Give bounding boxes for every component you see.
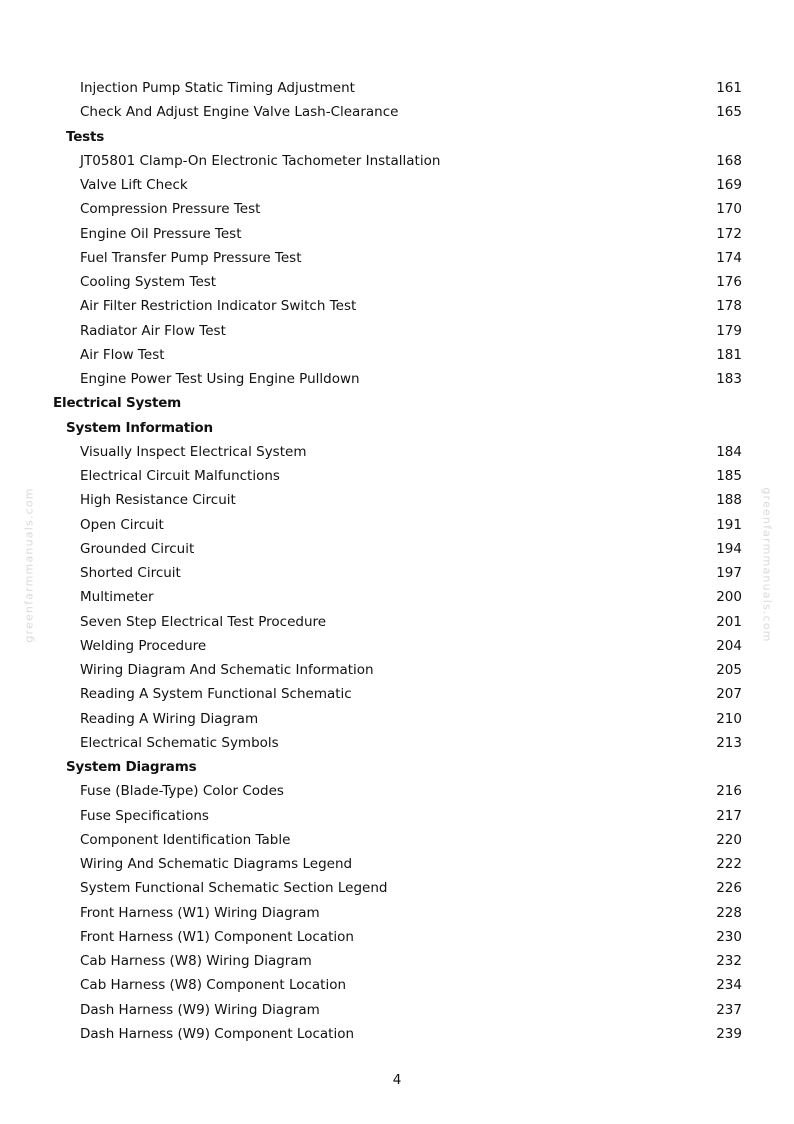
toc-entry-page: 216 <box>716 783 742 800</box>
toc-entry-page: 234 <box>716 977 742 994</box>
toc-entry[interactable] <box>0 804 794 828</box>
toc-entry[interactable] <box>0 319 794 343</box>
toc-entry[interactable] <box>0 173 794 197</box>
toc-entry-title: Component Identification Table <box>80 831 291 848</box>
toc-entry[interactable] <box>0 222 794 246</box>
toc-entry-title: Fuel Transfer Pump Pressure Test <box>80 249 302 266</box>
toc-entry[interactable] <box>0 270 794 294</box>
toc-entry-title: Welding Procedure <box>80 637 207 654</box>
toc-entry-page: 226 <box>716 880 742 897</box>
toc-entry-page: 178 <box>716 298 742 315</box>
toc-entry-title: High Resistance Circuit <box>80 492 236 509</box>
toc-entry-page: 200 <box>716 589 742 606</box>
toc-entry[interactable] <box>0 682 794 706</box>
toc-entry-page: 207 <box>716 686 742 703</box>
toc-section-heading[interactable] <box>0 391 794 415</box>
toc-entry[interactable] <box>0 852 794 876</box>
toc-entry-page: 222 <box>716 856 742 872</box>
toc-entry-page: 217 <box>716 807 742 824</box>
toc-entry-page: 237 <box>716 1001 742 1018</box>
toc-entry-title: Injection Pump Static Timing Adjustment <box>80 80 355 96</box>
toc-entry[interactable] <box>0 246 794 270</box>
toc-entry-title: Compression Pressure Test <box>80 201 261 218</box>
toc-entry-title: Open Circuit <box>80 516 164 533</box>
toc-entry-title: Air Flow Test <box>80 346 165 363</box>
toc-entry-page: 210 <box>716 710 742 727</box>
toc-entry-page: 181 <box>716 346 742 363</box>
toc-entry[interactable] <box>0 610 794 634</box>
toc-entry-page: 183 <box>716 371 742 387</box>
toc-entry-title: Radiator Air Flow Test <box>80 322 226 339</box>
toc-entry-title: System Information <box>66 419 213 436</box>
toc-entry[interactable] <box>0 1022 794 1046</box>
watermark-right: greenfarmmanuals.com <box>760 487 774 643</box>
toc-entry-title: System Functional Schematic Section Legend <box>80 880 388 897</box>
toc-entry-title: Electrical Circuit Malfunctions <box>80 468 280 484</box>
toc-entry-page: 184 <box>716 443 742 460</box>
toc-entry[interactable] <box>0 634 794 658</box>
toc-entry[interactable] <box>0 440 794 464</box>
toc-entry[interactable] <box>0 973 794 997</box>
toc-entry-title: Front Harness (W1) Wiring Diagram <box>80 904 320 921</box>
toc-entry-title: Tests <box>66 128 105 145</box>
toc-entry-title: Electrical System <box>53 395 182 412</box>
toc-entry[interactable] <box>0 707 794 731</box>
table-of-contents <box>0 76 794 1046</box>
toc-entry-title: Wiring And Schematic Diagrams Legend <box>80 856 353 872</box>
toc-section-heading[interactable] <box>0 416 794 440</box>
toc-entry[interactable] <box>0 658 794 682</box>
toc-entry-page: 204 <box>716 637 742 654</box>
toc-entry-title: Check And Adjust Engine Valve Lash-Clearance <box>80 104 399 121</box>
toc-entry-title: Wiring Diagram And Schematic Information <box>80 662 374 678</box>
toc-entry[interactable] <box>0 731 794 755</box>
toc-entry-title: Cab Harness (W8) Wiring Diagram <box>80 953 312 969</box>
toc-entry-page: 191 <box>716 516 742 533</box>
toc-section-heading[interactable] <box>0 755 794 779</box>
toc-entry-page: 169 <box>716 177 742 193</box>
toc-entry-title: Air Filter Restriction Indicator Switch Test <box>80 298 357 315</box>
toc-entry[interactable] <box>0 464 794 488</box>
toc-entry[interactable] <box>0 367 794 391</box>
toc-entry[interactable] <box>0 197 794 221</box>
toc-entry[interactable] <box>0 585 794 609</box>
toc-entry-page: 239 <box>716 1025 742 1042</box>
toc-entry[interactable] <box>0 149 794 173</box>
toc-entry-page: 194 <box>716 540 742 557</box>
toc-entry[interactable] <box>0 925 794 949</box>
toc-entry-page: 205 <box>716 662 742 678</box>
toc-entry-page: 170 <box>716 201 742 218</box>
toc-entry-page: 230 <box>716 928 742 945</box>
toc-entry-page: 197 <box>716 565 742 581</box>
page-number: 4 <box>392 1072 402 1088</box>
toc-entry[interactable] <box>0 949 794 973</box>
toc-entry-title: Visually Inspect Electrical System <box>80 443 307 460</box>
toc-entry-page: 168 <box>716 152 742 169</box>
toc-entry[interactable] <box>0 998 794 1022</box>
toc-entry-title: Cab Harness (W8) Component Location <box>80 977 347 994</box>
toc-entry[interactable] <box>0 294 794 318</box>
toc-entry-page: 188 <box>716 492 742 509</box>
toc-entry[interactable] <box>0 76 794 100</box>
toc-entry-title: JT05801 Clamp-On Electronic Tachometer Installation <box>80 152 441 169</box>
toc-entry[interactable] <box>0 901 794 925</box>
toc-entry-page: 185 <box>716 468 742 484</box>
toc-entry-title: Dash Harness (W9) Component Location <box>80 1025 355 1042</box>
toc-entry[interactable] <box>0 100 794 124</box>
toc-entry-page: 232 <box>716 953 742 969</box>
toc-entry-title: Engine Oil Pressure Test <box>80 225 242 242</box>
toc-entry-title: Shorted Circuit <box>80 565 181 581</box>
toc-entry-page: 179 <box>716 322 742 339</box>
toc-entry-title: Grounded Circuit <box>80 540 195 557</box>
toc-entry-title: Engine Power Test Using Engine Pulldown <box>80 371 360 387</box>
toc-entry-title: Reading A System Functional Schematic <box>80 686 352 703</box>
toc-entry-title: Fuse Specifications <box>80 807 209 824</box>
toc-entry-title: Cooling System Test <box>80 274 217 290</box>
toc-entry[interactable] <box>0 828 794 852</box>
toc-entry-page: 161 <box>716 80 742 96</box>
toc-entry-title: Reading A Wiring Diagram <box>80 710 259 727</box>
toc-entry-title: Multimeter <box>80 589 154 606</box>
toc-entry-title: Valve Lift Check <box>80 177 188 193</box>
toc-entry-page: 201 <box>716 613 742 630</box>
toc-entry-page: 165 <box>716 104 742 121</box>
toc-entry[interactable] <box>0 876 794 900</box>
toc-entry-title: Electrical Schematic Symbols <box>80 734 279 751</box>
toc-entry-title: Seven Step Electrical Test Procedure <box>80 613 327 630</box>
toc-entry[interactable] <box>0 779 794 803</box>
toc-entry[interactable] <box>0 488 794 512</box>
toc-entry-page: 228 <box>716 904 742 921</box>
toc-entry-page: 172 <box>716 225 742 242</box>
toc-entry[interactable] <box>0 561 794 585</box>
toc-entry[interactable] <box>0 537 794 561</box>
toc-entry-page: 220 <box>716 831 742 848</box>
toc-entry-title: Front Harness (W1) Component Location <box>80 928 354 945</box>
toc-entry-page: 213 <box>716 734 742 751</box>
toc-entry[interactable] <box>0 343 794 367</box>
toc-entry-title: Fuse (Blade-Type) Color Codes <box>80 783 284 800</box>
watermark-left: greenfarmmanuals.com <box>22 487 36 643</box>
toc-section-heading[interactable] <box>0 125 794 149</box>
toc-entry-title: Dash Harness (W9) Wiring Diagram <box>80 1001 320 1018</box>
toc-entry-title: System Diagrams <box>66 759 197 775</box>
toc-entry-page: 174 <box>716 249 742 266</box>
toc-entry[interactable] <box>0 513 794 537</box>
toc-entry-page: 176 <box>716 274 742 290</box>
